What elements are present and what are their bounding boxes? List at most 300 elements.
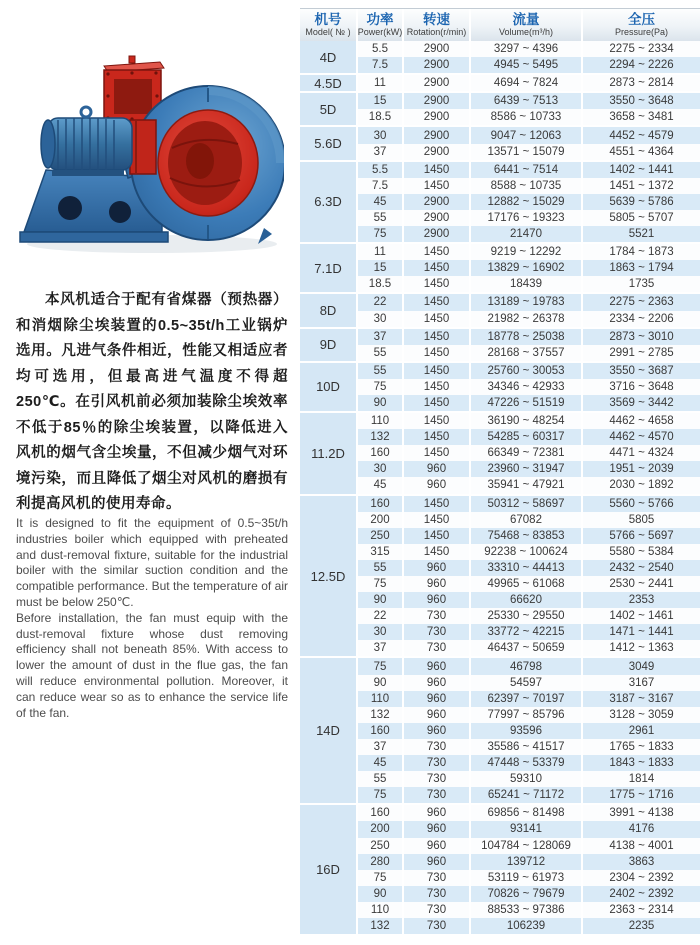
- table-cell: 90: [356, 675, 402, 691]
- table-cell: 1735: [581, 276, 700, 292]
- table-cell: 1450: [402, 544, 469, 560]
- table-cell: 5639 ~ 5786: [581, 194, 700, 210]
- fan-product-photo: [12, 28, 284, 266]
- model-cell: 12.5D: [300, 496, 356, 657]
- table-cell: 22: [356, 294, 402, 310]
- table-cell: 17176 ~ 19323: [469, 210, 581, 226]
- table-cell: 730: [402, 739, 469, 755]
- table-cell: 960: [402, 576, 469, 592]
- table-cell: 110: [356, 902, 402, 918]
- english-description: [16, 516, 288, 721]
- model-cell: 11.2D: [300, 413, 356, 493]
- table-cell: 1450: [402, 395, 469, 411]
- table-cell: 3167: [581, 675, 700, 691]
- table-cell: 46437 ~ 50659: [469, 640, 581, 656]
- table-cell: 2402 ~ 2392: [581, 886, 700, 902]
- table-row: [356, 560, 700, 576]
- table-cell: 960: [402, 477, 469, 493]
- table-cell: 1450: [402, 178, 469, 194]
- table-cell: 2873 ~ 3010: [581, 329, 700, 345]
- table-cell: 1471 ~ 1441: [581, 624, 700, 640]
- model-group: [300, 127, 700, 159]
- table-cell: 2900: [402, 109, 469, 125]
- table-cell: 2900: [402, 194, 469, 210]
- table-cell: 4138 ~ 4001: [581, 838, 700, 854]
- table-cell: 5805: [581, 512, 700, 528]
- table-row: [356, 902, 700, 918]
- model-group: [300, 805, 700, 934]
- header-volume: 流量 Volume(m³/h): [469, 9, 581, 41]
- table-cell: 3128 ~ 3059: [581, 707, 700, 723]
- table-cell: 2900: [402, 210, 469, 226]
- model-group: [300, 496, 700, 657]
- table-cell: 2363 ~ 2314: [581, 902, 700, 918]
- model-cell: 9D: [300, 329, 356, 361]
- table-cell: 35941 ~ 47921: [469, 477, 581, 493]
- table-cell: 50312 ~ 58697: [469, 496, 581, 512]
- table-cell: 5580 ~ 5384: [581, 544, 700, 560]
- table-cell: 730: [402, 771, 469, 787]
- table-row: [356, 429, 700, 445]
- table-cell: 730: [402, 624, 469, 640]
- table-cell: 110: [356, 691, 402, 707]
- table-cell: 5521: [581, 226, 700, 242]
- table-cell: 2961: [581, 723, 700, 739]
- table-cell: 33310 ~ 44413: [469, 560, 581, 576]
- table-cell: 132: [356, 707, 402, 723]
- table-cell: 75: [356, 576, 402, 592]
- table-cell: 1412 ~ 1363: [581, 640, 700, 656]
- header-pressure: 全压 Pressure(Pa): [581, 9, 700, 41]
- table-row: [356, 477, 700, 493]
- table-cell: 90: [356, 592, 402, 608]
- model-cell: 8D: [300, 294, 356, 326]
- chinese-description: 本风机适合于配有省煤器（预热器）和消烟除尘埃装置的0.5~35t/h工业锅炉选用。凡进气条件相近，性能又相适应者均可选用，但最高进气温度不得超250℃。在引风机前必须加装除尘埃效率不低于85％的除尘埃装置，以降低进入风机的烟气含尘埃量，不但减少烟气对环境污染，而且降低了烟尘对风机的磨损有利提高风机的使用寿命。: [16, 292, 288, 512]
- table-cell: 3569 ~ 3442: [581, 395, 700, 411]
- left-panel: [0, 0, 300, 945]
- table-cell: 55: [356, 345, 402, 361]
- table-cell: 1450: [402, 512, 469, 528]
- table-row: [356, 109, 700, 125]
- table-row: [356, 886, 700, 902]
- table-cell: 132: [356, 918, 402, 934]
- table-cell: 1450: [402, 276, 469, 292]
- table-cell: 160: [356, 445, 402, 461]
- table-cell: 47448 ~ 53379: [469, 755, 581, 771]
- table-header-row: [300, 8, 700, 41]
- table-cell: 1450: [402, 311, 469, 327]
- table-cell: 37: [356, 144, 402, 160]
- table-cell: 65241 ~ 71172: [469, 787, 581, 803]
- table-cell: 2304 ~ 2392: [581, 870, 700, 886]
- table-cell: 132: [356, 429, 402, 445]
- table-cell: 1450: [402, 260, 469, 276]
- table-cell: 2873 ~ 2814: [581, 75, 700, 91]
- table-cell: 2900: [402, 144, 469, 160]
- table-cell: 1450: [402, 329, 469, 345]
- centrifugal-fan-illustration: [12, 28, 284, 266]
- table-row: [356, 363, 700, 379]
- lifting-eye: [81, 107, 91, 117]
- table-cell: 1450: [402, 363, 469, 379]
- table-cell: 93141: [469, 821, 581, 837]
- table-cell: 37: [356, 739, 402, 755]
- table-cell: 25760 ~ 30053: [469, 363, 581, 379]
- table-cell: 3658 ~ 3481: [581, 109, 700, 125]
- table-row: [356, 144, 700, 160]
- table-cell: 1784 ~ 1873: [581, 244, 700, 260]
- table-cell: 2432 ~ 2540: [581, 560, 700, 576]
- table-cell: 13189 ~ 19783: [469, 294, 581, 310]
- table-cell: 960: [402, 805, 469, 821]
- table-cell: 22: [356, 608, 402, 624]
- table-row: [356, 413, 700, 429]
- table-cell: 46798: [469, 658, 581, 674]
- table-row: [356, 395, 700, 411]
- table-cell: 13829 ~ 16902: [469, 260, 581, 276]
- table-cell: 90: [356, 395, 402, 411]
- table-cell: 960: [402, 461, 469, 477]
- table-cell: 1863 ~ 1794: [581, 260, 700, 276]
- english-paragraph-2: Before installation, the fan must equip with the dust-removal fixture whose dust removing efficiency shall not beneath 85%. With access to lower the amount of dust in the flue gas, the fan will reduce environmental pollution. Moreover, it can reduce wear so as to enhance the service life of the fan.: [16, 610, 288, 720]
- table-cell: 960: [402, 854, 469, 870]
- table-cell: 6439 ~ 7513: [469, 93, 581, 109]
- model-group: [300, 658, 700, 803]
- table-row: [356, 512, 700, 528]
- table-cell: 1951 ~ 2039: [581, 461, 700, 477]
- table-cell: 1450: [402, 162, 469, 178]
- table-cell: 2991 ~ 2785: [581, 345, 700, 361]
- model-group: [300, 162, 700, 242]
- table-cell: 90: [356, 886, 402, 902]
- table-cell: 70826 ~ 79679: [469, 886, 581, 902]
- table-cell: 55: [356, 210, 402, 226]
- table-row: [356, 93, 700, 109]
- table-cell: 3991 ~ 4138: [581, 805, 700, 821]
- table-cell: 8588 ~ 10735: [469, 178, 581, 194]
- table-cell: 1451 ~ 1372: [581, 178, 700, 194]
- model-cell: 6.3D: [300, 162, 356, 242]
- table-cell: 3863: [581, 854, 700, 870]
- table-cell: 2900: [402, 93, 469, 109]
- table-cell: 8586 ~ 10733: [469, 109, 581, 125]
- table-cell: 75: [356, 226, 402, 242]
- table-cell: 45: [356, 194, 402, 210]
- table-cell: 2353: [581, 592, 700, 608]
- header-rotation: 转速 Rotation(r/min): [402, 9, 469, 41]
- table-cell: 15: [356, 93, 402, 109]
- header-power: 功率 Power(kW): [356, 9, 402, 41]
- table-row: [356, 210, 700, 226]
- table-cell: 250: [356, 838, 402, 854]
- table-cell: 4462 ~ 4658: [581, 413, 700, 429]
- table-row: [356, 461, 700, 477]
- model-group: [300, 413, 700, 493]
- table-cell: 5.5: [356, 41, 402, 57]
- table-row: [356, 75, 700, 91]
- table-row: [356, 127, 700, 143]
- table-cell: 110: [356, 413, 402, 429]
- table-cell: 1450: [402, 528, 469, 544]
- table-cell: 6441 ~ 7514: [469, 162, 581, 178]
- table-row: [356, 723, 700, 739]
- table-cell: 4694 ~ 7824: [469, 75, 581, 91]
- table-cell: 92238 ~ 100624: [469, 544, 581, 560]
- table-row: [356, 755, 700, 771]
- table-cell: 3550 ~ 3648: [581, 93, 700, 109]
- table-cell: 280: [356, 854, 402, 870]
- table-row: [356, 787, 700, 803]
- table-cell: 1450: [402, 345, 469, 361]
- table-cell: 67082: [469, 512, 581, 528]
- model-group: [300, 363, 700, 411]
- table-row: [356, 640, 700, 656]
- table-cell: 66349 ~ 72381: [469, 445, 581, 461]
- table-cell: 5.5: [356, 162, 402, 178]
- table-cell: 37: [356, 329, 402, 345]
- table-cell: 13571 ~ 15079: [469, 144, 581, 160]
- table-cell: 45: [356, 755, 402, 771]
- table-row: [356, 576, 700, 592]
- table-row: [356, 870, 700, 886]
- table-cell: 21982 ~ 26378: [469, 311, 581, 327]
- table-row: [356, 329, 700, 345]
- table-cell: 960: [402, 723, 469, 739]
- table-cell: 730: [402, 640, 469, 656]
- model-cell: 14D: [300, 658, 356, 803]
- table-cell: 49965 ~ 61068: [469, 576, 581, 592]
- table-row: [356, 345, 700, 361]
- table-cell: 45: [356, 477, 402, 493]
- table-row: [356, 276, 700, 292]
- table-cell: 960: [402, 838, 469, 854]
- table-cell: 55: [356, 560, 402, 576]
- table-cell: 18439: [469, 276, 581, 292]
- table-cell: 93596: [469, 723, 581, 739]
- table-cell: 88533 ~ 97386: [469, 902, 581, 918]
- table-cell: 1450: [402, 413, 469, 429]
- table-cell: 47226 ~ 51519: [469, 395, 581, 411]
- table-cell: 730: [402, 787, 469, 803]
- table-row: [356, 675, 700, 691]
- table-cell: 33772 ~ 42215: [469, 624, 581, 640]
- table-row: [356, 162, 700, 178]
- table-cell: 2900: [402, 127, 469, 143]
- table-cell: 1450: [402, 429, 469, 445]
- table-cell: 104784 ~ 128069: [469, 838, 581, 854]
- table-cell: 18.5: [356, 109, 402, 125]
- table-cell: 7.5: [356, 178, 402, 194]
- table-cell: 200: [356, 512, 402, 528]
- table-row: [356, 805, 700, 821]
- table-cell: 1775 ~ 1716: [581, 787, 700, 803]
- table-cell: 11: [356, 75, 402, 91]
- table-cell: 200: [356, 821, 402, 837]
- table-cell: 3550 ~ 3687: [581, 363, 700, 379]
- table-cell: 9047 ~ 12063: [469, 127, 581, 143]
- table-cell: 37: [356, 640, 402, 656]
- model-group: [300, 329, 700, 361]
- table-cell: 34346 ~ 42933: [469, 379, 581, 395]
- table-row: [356, 445, 700, 461]
- model-cell: 5D: [300, 93, 356, 125]
- table-cell: 1450: [402, 244, 469, 260]
- table-cell: 36190 ~ 48254: [469, 413, 581, 429]
- table-cell: 1450: [402, 496, 469, 512]
- table-cell: 5805 ~ 5707: [581, 210, 700, 226]
- table-cell: 4551 ~ 4364: [581, 144, 700, 160]
- model-cell: 4.5D: [300, 75, 356, 91]
- table-row: [356, 771, 700, 787]
- model-group: [300, 75, 700, 91]
- table-row: [356, 178, 700, 194]
- spec-table-body: [300, 41, 700, 934]
- table-row: [356, 658, 700, 674]
- table-cell: 18778 ~ 25038: [469, 329, 581, 345]
- spec-table: [300, 8, 700, 934]
- model-cell: 4D: [300, 41, 356, 73]
- table-cell: 139712: [469, 854, 581, 870]
- table-row: [356, 41, 700, 57]
- table-cell: 2294 ~ 2226: [581, 57, 700, 73]
- table-cell: 2900: [402, 57, 469, 73]
- table-row: [356, 226, 700, 242]
- table-cell: 75468 ~ 83853: [469, 528, 581, 544]
- table-row: [356, 918, 700, 934]
- table-cell: 3049: [581, 658, 700, 674]
- table-cell: 730: [402, 870, 469, 886]
- table-cell: 4945 ~ 5495: [469, 57, 581, 73]
- table-row: [356, 528, 700, 544]
- table-cell: 1402 ~ 1461: [581, 608, 700, 624]
- table-cell: 30: [356, 127, 402, 143]
- table-cell: 2030 ~ 1892: [581, 477, 700, 493]
- inlet-cone: [158, 110, 258, 216]
- table-row: [356, 608, 700, 624]
- table-cell: 66620: [469, 592, 581, 608]
- table-cell: 960: [402, 707, 469, 723]
- table-cell: 960: [402, 658, 469, 674]
- table-row: [356, 244, 700, 260]
- table-cell: 69856 ~ 81498: [469, 805, 581, 821]
- table-cell: 1814: [581, 771, 700, 787]
- table-cell: 54597: [469, 675, 581, 691]
- table-cell: 960: [402, 675, 469, 691]
- table-cell: 1402 ~ 1441: [581, 162, 700, 178]
- table-cell: 3187 ~ 3167: [581, 691, 700, 707]
- model-group: [300, 41, 700, 73]
- table-cell: 960: [402, 691, 469, 707]
- table-cell: 9219 ~ 12292: [469, 244, 581, 260]
- table-cell: 2900: [402, 226, 469, 242]
- table-cell: 160: [356, 723, 402, 739]
- header-model: 机号 Model( № ): [305, 11, 351, 37]
- table-row: [356, 624, 700, 640]
- table-cell: 2275 ~ 2363: [581, 294, 700, 310]
- table-cell: 12882 ~ 15029: [469, 194, 581, 210]
- table-cell: 4176: [581, 821, 700, 837]
- table-cell: 4471 ~ 4324: [581, 445, 700, 461]
- table-cell: 28168 ~ 37557: [469, 345, 581, 361]
- table-cell: 106239: [469, 918, 581, 934]
- table-cell: 1450: [402, 379, 469, 395]
- table-row: [356, 691, 700, 707]
- model-cell: 7.1D: [300, 244, 356, 292]
- table-cell: 960: [402, 821, 469, 837]
- model-cell: 5.6D: [300, 127, 356, 159]
- table-cell: 1450: [402, 445, 469, 461]
- table-cell: 18.5: [356, 276, 402, 292]
- model-group: [300, 294, 700, 326]
- table-row: [356, 260, 700, 276]
- table-cell: 2334 ~ 2206: [581, 311, 700, 327]
- table-cell: 55: [356, 363, 402, 379]
- table-cell: 5766 ~ 5697: [581, 528, 700, 544]
- table-cell: 15: [356, 260, 402, 276]
- table-row: [356, 311, 700, 327]
- table-row: [356, 821, 700, 837]
- table-cell: 2900: [402, 75, 469, 91]
- table-cell: 53119 ~ 61973: [469, 870, 581, 886]
- table-cell: 1450: [402, 294, 469, 310]
- table-cell: 75: [356, 870, 402, 886]
- table-cell: 59310: [469, 771, 581, 787]
- coupling-housing: [130, 120, 156, 174]
- table-cell: 960: [402, 560, 469, 576]
- model-cell: 16D: [300, 805, 356, 934]
- table-cell: 21470: [469, 226, 581, 242]
- table-cell: 160: [356, 805, 402, 821]
- model-cell: 10D: [300, 363, 356, 411]
- table-row: [356, 496, 700, 512]
- table-cell: 730: [402, 755, 469, 771]
- table-cell: 25330 ~ 29550: [469, 608, 581, 624]
- table-row: [356, 707, 700, 723]
- table-cell: 730: [402, 886, 469, 902]
- table-cell: 7.5: [356, 57, 402, 73]
- table-cell: 4452 ~ 4579: [581, 127, 700, 143]
- english-paragraph-1: It is designed to fit the equipment of 0.5~35t/h industries boiler which equipped with preheated and dust-removal fixture, suitable for the industrial boiler with the similar suction condition and the compatible performance. But the temperature of air must be below 250℃.: [16, 516, 288, 609]
- table-row: [356, 592, 700, 608]
- table-cell: 250: [356, 528, 402, 544]
- table-row: [356, 194, 700, 210]
- table-cell: 315: [356, 544, 402, 560]
- table-cell: 2275 ~ 2334: [581, 41, 700, 57]
- table-cell: 1843 ~ 1833: [581, 755, 700, 771]
- table-cell: 75: [356, 658, 402, 674]
- table-cell: 730: [402, 902, 469, 918]
- table-cell: 35586 ~ 41517: [469, 739, 581, 755]
- table-cell: 2235: [581, 918, 700, 934]
- table-cell: 77997 ~ 85796: [469, 707, 581, 723]
- table-cell: 75: [356, 379, 402, 395]
- table-cell: 160: [356, 496, 402, 512]
- table-cell: 23960 ~ 31947: [469, 461, 581, 477]
- table-row: [356, 544, 700, 560]
- table-cell: 30: [356, 461, 402, 477]
- table-cell: 730: [402, 918, 469, 934]
- table-cell: 3297 ~ 4396: [469, 41, 581, 57]
- table-cell: 2530 ~ 2441: [581, 576, 700, 592]
- table-cell: 3716 ~ 3648: [581, 379, 700, 395]
- model-group: [300, 244, 700, 292]
- table-cell: 30: [356, 311, 402, 327]
- table-row: [356, 294, 700, 310]
- table-cell: 730: [402, 608, 469, 624]
- model-group: [300, 93, 700, 125]
- table-row: [356, 57, 700, 73]
- table-cell: 75: [356, 787, 402, 803]
